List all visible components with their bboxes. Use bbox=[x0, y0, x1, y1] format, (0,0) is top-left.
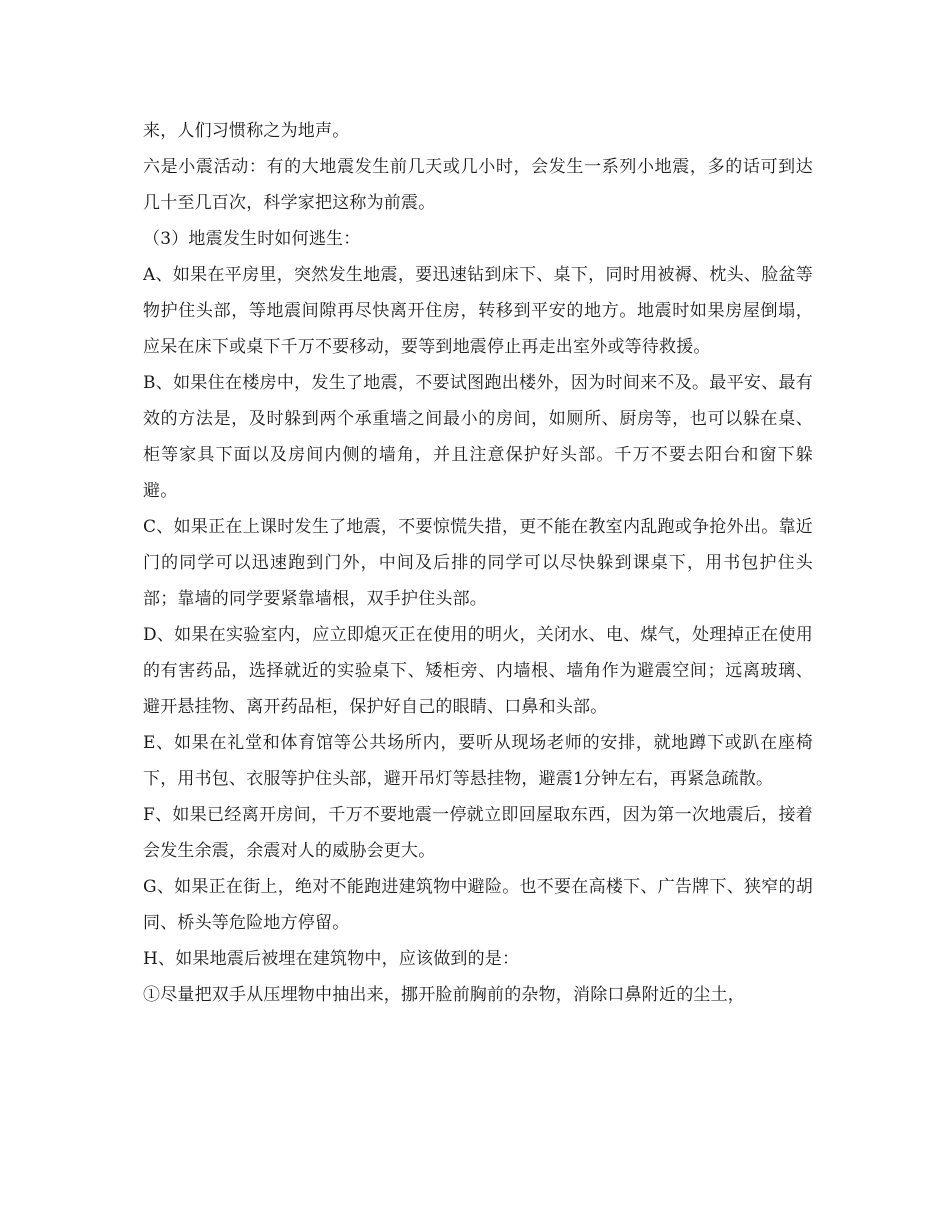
paragraph-foreshocks: 六是小震活动：有的大地震发生前几天或几小时，会发生一系列小地震，多的话可到达几十至几百次，科学家把这称为前震。 bbox=[143, 157, 813, 213]
paragraph-d-laboratory: D、如果在实验室内，应立即熄灭正在使用的明火，关闭水、电、煤气，处理掉正在使用的有害药品，选择就近的实验桌下、矮柜旁、内墙根、墙角作为避震空间；远离玻璃、避开悬挂物、离开药品柜，保护好自己的眼睛、口鼻和头部。 bbox=[143, 625, 813, 717]
paragraph-continuation: 来，人们习惯称之为地声。 bbox=[143, 121, 350, 141]
paragraph-g-street: G、如果正在街上，绝对不能跑进建筑物中避险。也不要在高楼下、广告牌下、狭窄的胡同、桥头等危险地方停留。 bbox=[143, 877, 813, 933]
document-body bbox=[143, 113, 813, 1013]
paragraph-f-after-leaving: F、如果已经离开房间，千万不要地震一停就立即回屋取东西，因为第一次地震后，接着会发生余震，余震对人的威胁会更大。 bbox=[143, 805, 813, 861]
paragraph-a-bungalow: A、如果在平房里，突然发生地震，要迅速钻到床下、桌下，同时用被褥、枕头、脸盆等物护住头部，等地震间隙再尽快离开住房，转移到平安的地方。地震时如果房屋倒塌，应呆在床下或桌下千万不要移动，要等到地震停止再走出室外或等待救援。 bbox=[143, 265, 813, 357]
paragraph-b-building: B、如果住在楼房中，发生了地震，不要试图跑出楼外，因为时间来不及。最平安、最有效的方法是，及时躲到两个承重墙之间最小的房间，如厕所、厨房等，也可以躲在桌、柜等家具下面以及房间内侧的墙角，并且注意保护好头部。千万不要去阳台和窗下躲避。 bbox=[143, 373, 813, 501]
paragraph-c-classroom: C、如果正在上课时发生了地震，不要惊慌失措，更不能在教室内乱跑或争抢外出。靠近门的同学可以迅速跑到门外，中间及后排的同学可以尽快躲到课桌下，用书包护住头部；靠墙的同学要紧靠墙根，双手护住头部。 bbox=[143, 517, 813, 609]
section-heading-escape: （3）地震发生时如何逃生： bbox=[143, 229, 361, 249]
paragraph-h-step-1: ①尽量把双手从压埋物中抽出来，挪开脸前胸前的杂物，消除口鼻附近的尘土， bbox=[143, 985, 745, 1005]
paragraph-e-public-venue: E、如果在礼堂和体育馆等公共场所内，要听从现场老师的安排，就地蹲下或趴在座椅下，用书包、衣服等护住头部，避开吊灯等悬挂物，避震1分钟左右，再紧急疏散。 bbox=[143, 733, 813, 789]
paragraph-h-buried: H、如果地震后被埋在建筑物中，应该做到的是： bbox=[143, 949, 520, 969]
